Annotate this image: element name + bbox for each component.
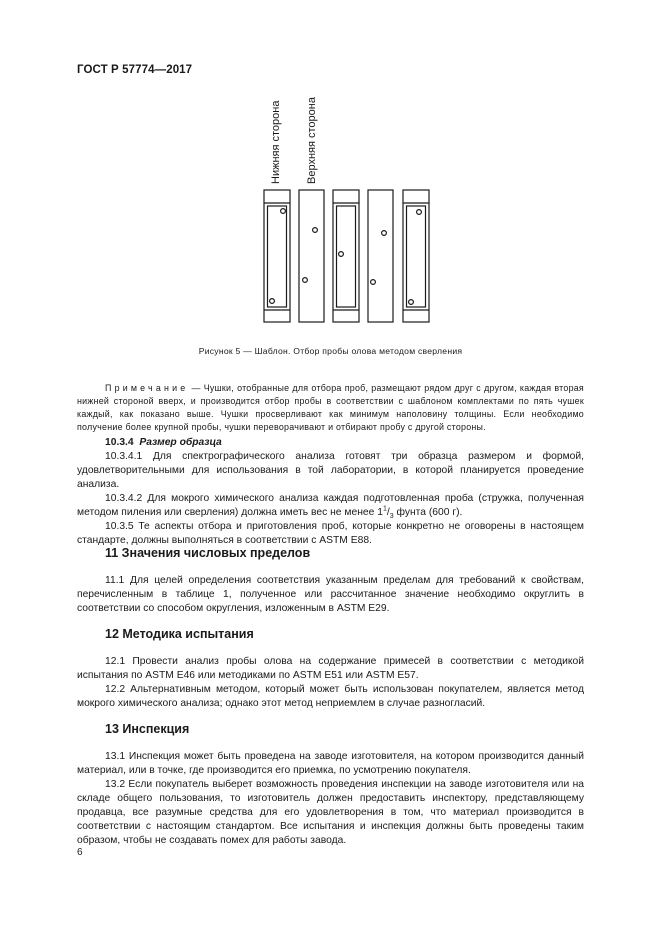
paragraph-10-3-4-1: 10.3.4.1 Для спектрографического анализа готовят три образца размером и формой, удовлетворительными для использования в той лаборатории, в которой планируется проведение анализа. <box>77 451 584 490</box>
paragraph-12-1: 12.1 Провести анализ пробы олова на содержание примесей в соответствии с методикой испытания по ASTM E46 или методиками по ASTM E51 или ASTM E57. <box>77 656 584 681</box>
note-text: — Чушки, отобранные для отбора проб, размещают рядом друг с другом, каждая вторая нижней стороной вверх, и производится отбор пробы в соответствии с шаблоном комплектами по пять чушек каждый, как показано выше. Чушки просверливают как минимум наполовину толщины. Если необходимо получение более крупной пробы, чушки переворачивают и отбирают пробу с другой стороны. <box>77 383 584 432</box>
figure-caption: Рисунок 5 — Шаблон. Отбор пробы олова методом сверления <box>198 346 463 356</box>
ingot-diagram <box>0 0 661 340</box>
paragraph-10-3-4-2: 10.3.4.2 Для мокрого химического анализа каждая подготовленная проба (стружка, полученная методом пиления или сверления) должна иметь вес не менее $1^1/_3$ фунта (600 г). <box>77 493 584 521</box>
section-13-body <box>77 750 584 848</box>
paragraph-13-1: 13.1 Инспекция может быть проведена на заводе изготовителя, на котором производится данный материал, или в точке, где производится его приемка, по усмотрению покупателя. <box>77 751 584 776</box>
section-11-body <box>77 574 584 616</box>
paragraph-10-3-5: 10.3.5 Те аспекты отбора и приготовления проб, которые конкретно не оговорены в настоящем стандарте, должны выполняться в соответствии с ASTM E88. <box>77 521 584 546</box>
section-12-heading: 12 Методика испытания <box>105 627 254 641</box>
paragraph-13-2: 13.2 Если покупатель выберет возможность проведения инспекции на заводе изготовителя или на складе общего пользования, то изготовитель должен предоставить инспектору, представляющему продавца, все разумные средства для его удовлетворения в том, что материал производится в соответствии с настоящим стандартом. Все испытания и инспекция должны быть проведены таким образом, чтобы не создавать помех для работы завода. <box>77 779 584 846</box>
ingot-4-top-side <box>368 190 393 322</box>
paragraph-12-2: 12.2 Альтернативным методом, который может быть использован покупателем, является метод мокрого химического анализа; однако этот метод неприемлем в случае разногласий. <box>77 684 584 709</box>
section-12-body <box>77 655 584 711</box>
paragraph-11-1: 11.1 Для целей определения соответствия указанным пределам для требований к свойствам, перечисленным в таблице 1, полученное или рассчитанное значение необходимо округлить в соответствии со способом округления, изложенным в ASTM E29. <box>77 575 584 614</box>
note-label: Примечание <box>105 383 189 393</box>
document-header: ГОСТ Р 57774—2017 <box>77 64 193 76</box>
label-top-side: Верхняя сторона <box>306 97 318 184</box>
section-10-3-4 <box>77 436 584 548</box>
subsection-title: Размер образца <box>139 437 222 448</box>
ingot-1-bottom-side <box>264 190 290 322</box>
figure-5-template <box>0 0 661 340</box>
figure-note <box>77 382 584 434</box>
section-11-heading: 11 Значения числовых пределов <box>105 546 311 560</box>
label-bottom-side: Нижняя сторона <box>270 100 282 184</box>
ingot-2-top-side <box>299 190 324 322</box>
ingot-3-bottom-side <box>333 190 359 322</box>
page-number: 6 <box>77 847 83 858</box>
subsection-heading: 10.3.4 Размер образца <box>105 437 222 448</box>
section-13-heading: 13 Инспекция <box>105 722 190 736</box>
ingot-5-bottom-side <box>403 190 429 322</box>
